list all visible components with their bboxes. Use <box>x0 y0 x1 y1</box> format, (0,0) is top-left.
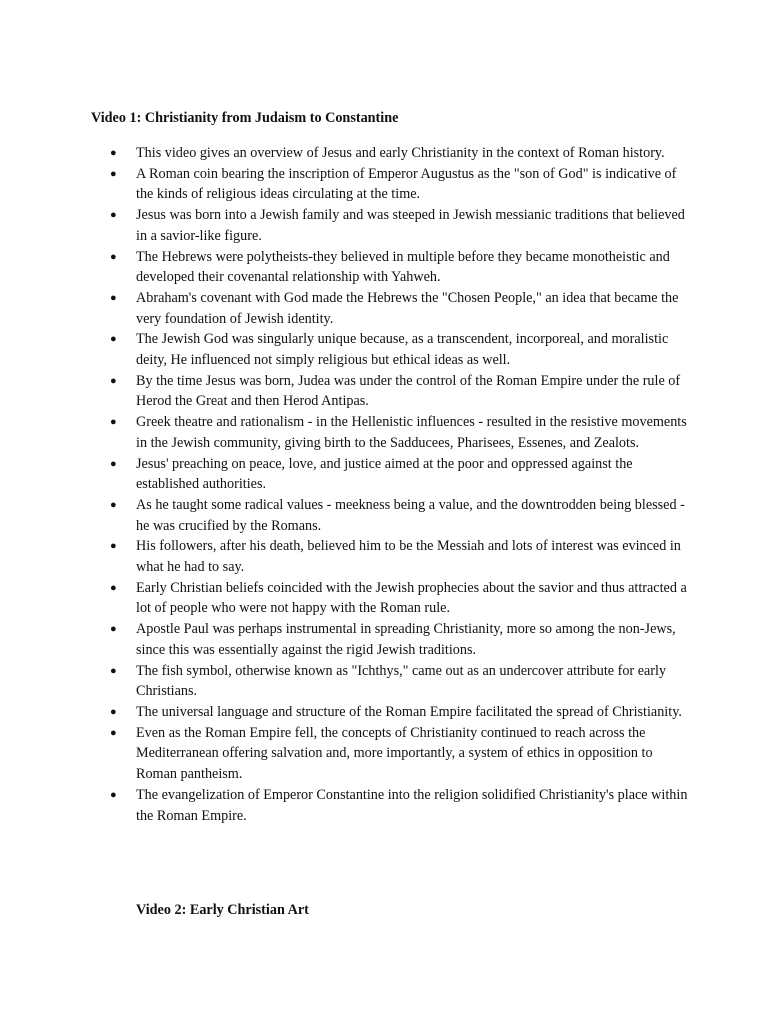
list-item-text: Greek theatre and rationalism - in the Hellenistic influences - resulted in the resistive movements in the Jewish community, giving birth to the Sadducees, Pharisees, Essenes, and Zealots. <box>136 414 687 451</box>
bullet-icon: ● <box>110 664 117 677</box>
list-item <box>110 247 690 288</box>
bullet-icon: ● <box>110 788 117 801</box>
list-item-text: Jesus was born into a Jewish family and was steeped in Jewish messianic traditions that believed in a savior-like figure. <box>136 207 685 244</box>
list-item <box>110 205 690 246</box>
list-item-text: By the time Jesus was born, Judea was under the control of the Roman Empire under the rule of Herod the Great and then Herod Antipas. <box>136 372 681 410</box>
list-item <box>110 143 690 164</box>
list-item <box>110 702 690 723</box>
list-item-text: Early Christian beliefs coincided with the Jewish prophecies about the savior and thus attracted a lot of people who were not happy with the Roman rule. <box>136 579 687 617</box>
list-item <box>110 454 690 495</box>
list-item-text: This video gives an overview of Jesus and early Christianity in the context of Roman history. <box>136 145 665 161</box>
list-item-text: As he taught some radical values - meekness being a value, and the downtrodden being blessed - he was crucified by the Romans. <box>136 496 685 534</box>
list-item <box>110 412 690 453</box>
bullet-icon: ● <box>110 498 117 511</box>
list-item <box>110 785 690 826</box>
bullet-icon: ● <box>110 167 117 180</box>
section-heading-video-1: Video 1: Christianity from Judaism to Constantine <box>91 110 399 126</box>
bullet-icon: ● <box>110 623 117 636</box>
list-item-text: The Jewish God was singularly unique because, as a transcendent, incorporeal, and moralistic deity, He influenced not simply religious but ethical ideas as well. <box>136 331 669 369</box>
section-heading-video-2: Video 2: Early Christian Art <box>136 902 309 918</box>
list-item <box>110 578 690 619</box>
list-item-text: Apostle Paul was perhaps instrumental in spreading Christianity, more so among the non-Jews, since this was essentially against the rigid Jewish traditions. <box>136 621 676 658</box>
bullet-icon: ● <box>110 209 117 222</box>
list-item-text: The fish symbol, otherwise known as "Ichthys," came out as an undercover attribute for early Christians. <box>136 662 667 700</box>
list-item <box>110 723 690 785</box>
bullet-icon: ● <box>110 540 117 553</box>
list-item <box>110 495 690 536</box>
list-item <box>110 329 690 370</box>
list-item-text: A Roman coin bearing the inscription of Emperor Augustus as the "son of God" is indicative of the kinds of religious ideas circulating at the time. <box>136 165 677 203</box>
list-item <box>110 288 690 329</box>
list-item <box>110 164 690 205</box>
list-item-text: The evangelization of Emperor Constantine into the religion solidified Christianity's place within the Roman Empire. <box>136 786 688 824</box>
bullet-icon: ● <box>110 291 117 304</box>
list-item-text: The Hebrews were polytheists-they believed in multiple before they became monotheistic and developed their covenantal relationship with Yahweh. <box>136 248 670 286</box>
list-item-text: Jesus' preaching on peace, love, and justice aimed at the poor and oppressed against the established authorities. <box>136 455 633 493</box>
bullet-icon: ● <box>110 457 117 470</box>
list-item-text: His followers, after his death, believed him to be the Messiah and lots of interest was evinced in what he had to say. <box>136 538 681 576</box>
bullet-icon: ● <box>110 705 117 718</box>
list-item-text: Abraham's covenant with God made the Hebrews the "Chosen People," an idea that became the very foundation of Jewish identity. <box>136 289 679 327</box>
list-item-text: Even as the Roman Empire fell, the concepts of Christianity continued to reach across the Mediterranean offering salvation and, more importantly, a system of ethics in opposition to Roman pantheism. <box>136 724 653 783</box>
list-item <box>110 536 690 577</box>
list-item <box>110 661 690 702</box>
bullet-icon: ● <box>110 147 117 159</box>
list-item <box>110 371 690 412</box>
list-item-text: The universal language and structure of the Roman Empire facilitated the spread of Christianity. <box>136 703 682 720</box>
bullet-icon: ● <box>110 581 117 594</box>
bullet-list <box>110 143 690 826</box>
list-item <box>110 619 690 660</box>
bullet-icon: ● <box>110 333 117 346</box>
bullet-icon: ● <box>110 726 117 739</box>
bullet-icon: ● <box>110 374 117 387</box>
bullet-icon: ● <box>110 416 117 429</box>
bullet-icon: ● <box>110 250 117 263</box>
